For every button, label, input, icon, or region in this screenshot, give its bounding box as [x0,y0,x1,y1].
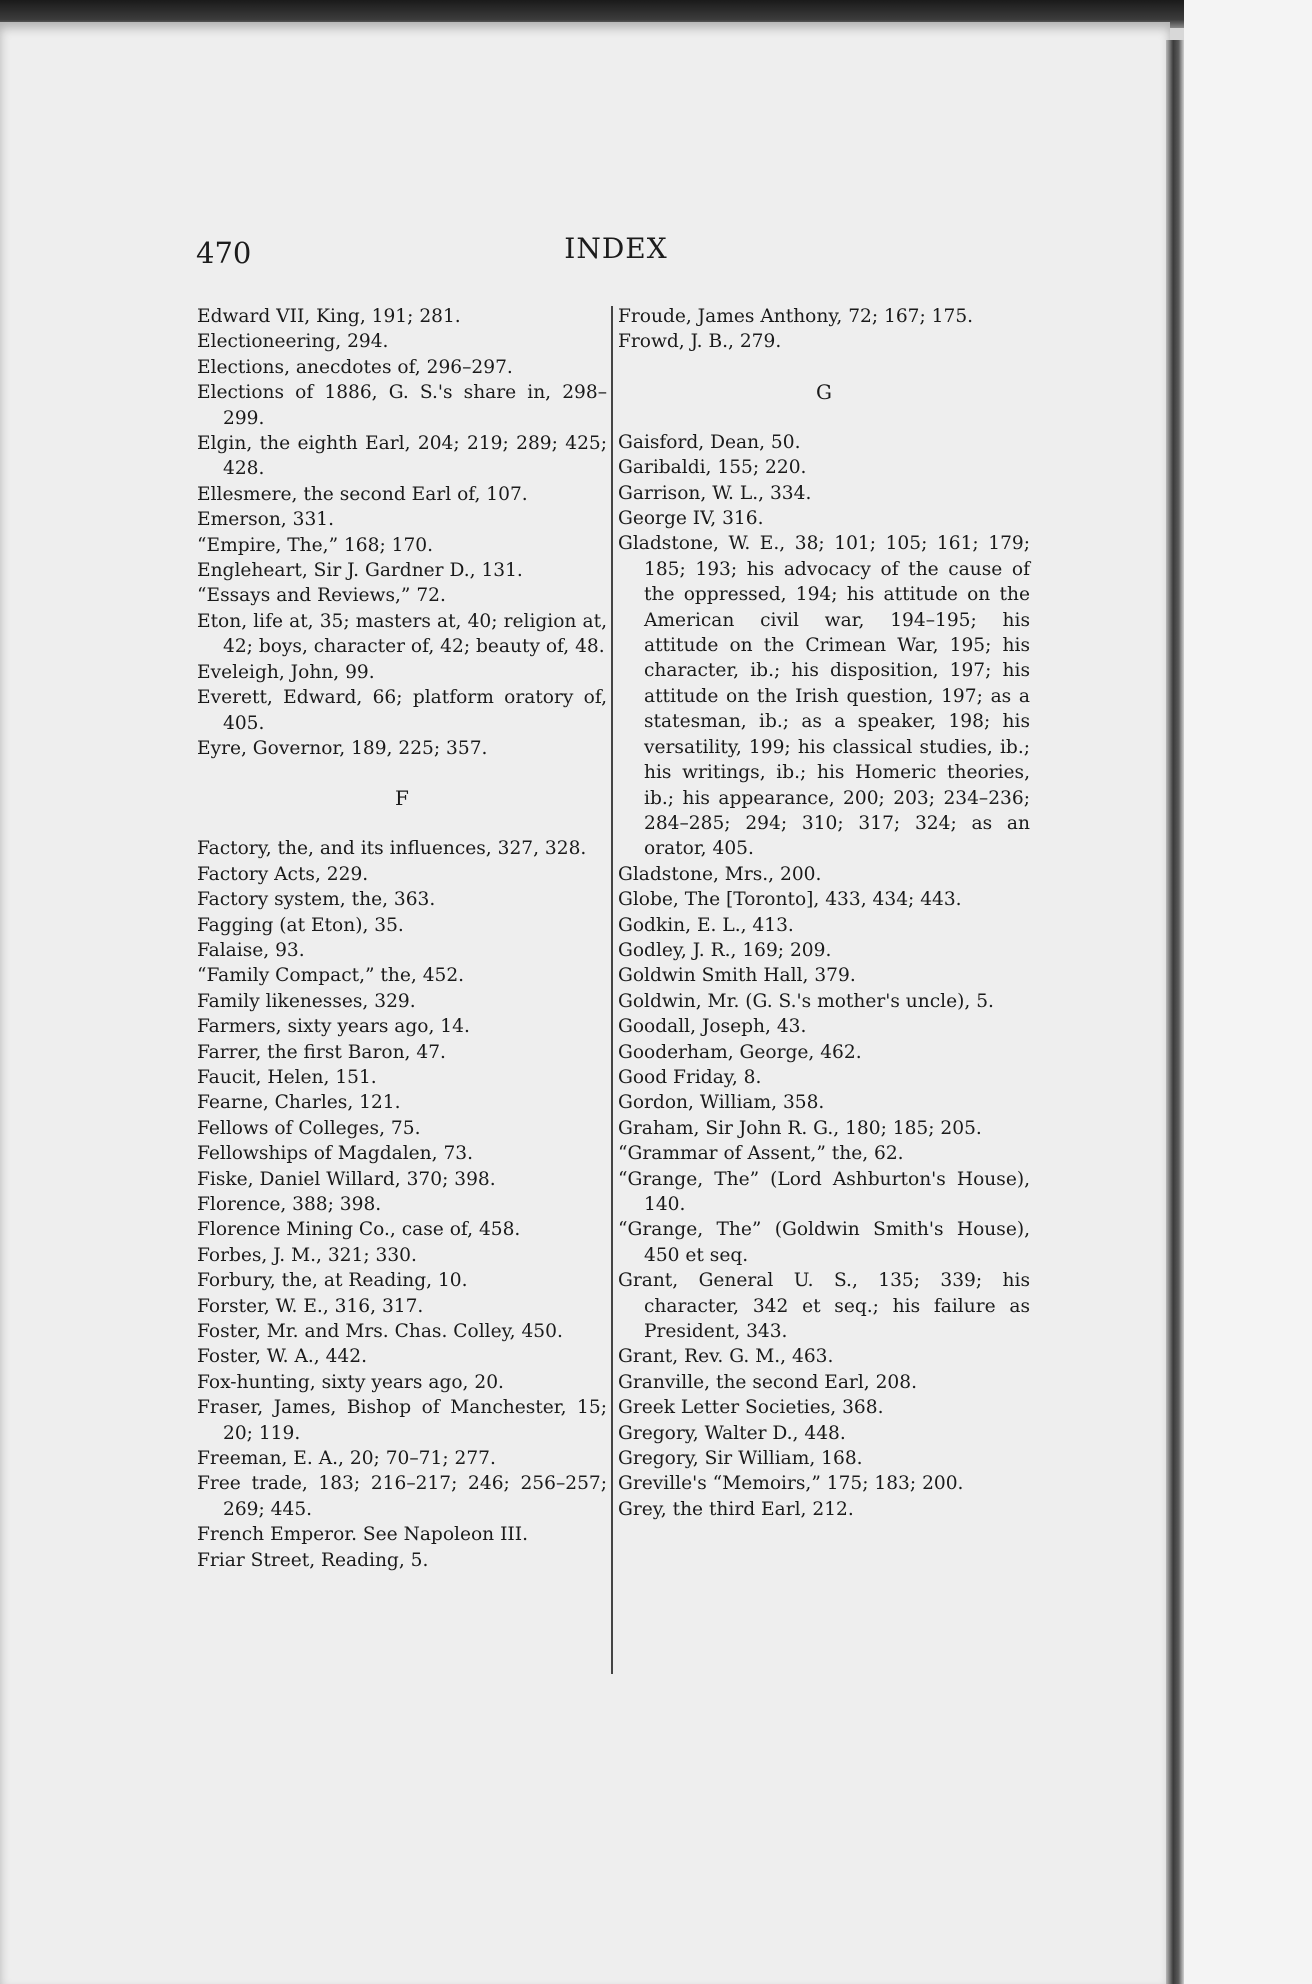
index-entry: Greek Letter Societies, 368. [618,1397,884,1419]
index-entry: Godkin, E. L., 413. [618,914,794,936]
index-entry: Gordon, William, 358. [618,1092,825,1114]
index-entry: Gladstone, Mrs., 200. [618,863,822,885]
facing-page-edge [1184,0,1312,1984]
index-entry: Fellowships of Magdalen, 73. [197,1143,474,1165]
index-entry: Florence, 388; 398. [197,1194,382,1215]
index-entry: Factory Acts, 229. [197,863,369,885]
section-letter: G [816,379,832,404]
index-entry: Grant, General U. S., 135; 339; his character, 342 et seq.; his failure as President, 343. [618,1270,1030,1343]
index-entry: Eyre, Governor, 189, 225; 357. [197,737,488,759]
index-entry: Fraser, James, Bishop of Manchester, 15; 20; 119. [197,1397,607,1444]
index-entry: Graham, Sir John R. G., 180; 185; 205. [618,1117,982,1139]
index-column-right [618,304,1030,1522]
index-entry: Florence Mining Co., case of, 458. [197,1219,521,1241]
index-entry: Forbes, J. M., 321; 330. [197,1244,417,1266]
index-entry: Free trade, 183; 216–217; 246; 256–257; 269; 445. [197,1473,607,1520]
index-entry: Family likenesses, 329. [197,990,416,1012]
index-entry: “Grammar of Assent,” the, 62. [618,1143,904,1165]
index-entry: Good Friday, 8. [618,1066,762,1088]
page-number: 470 [196,236,252,270]
index-entry: Everett, Edward, 66; platform oratory of, 405. [197,687,607,734]
index-entry: Farmers, sixty years ago, 14. [197,1016,470,1038]
index-entry: Engleheart, Sir J. Gardner D., 131. [197,560,523,582]
index-entry: Eton, life at, 35; masters at, 40; religion at, 42; boys, character of, 42; beauty of, 48. [197,610,607,658]
index-entry: “Grange, The” (Goldwin Smith's House), 450 et seq. [618,1219,1030,1266]
index-entry: Globe, The [Toronto], 433, 434; 443. [618,889,962,911]
index-entry: Goodall, Joseph, 43. [618,1016,807,1038]
index-entry: Fellows of Colleges, 75. [197,1117,421,1139]
index-entry: Garrison, W. L., 334. [618,482,812,504]
index-entry: Factory system, the, 363. [197,889,436,911]
index-entry: Frowd, J. B., 279. [618,331,782,353]
running-head: INDEX [564,232,668,265]
index-entry: Ellesmere, the second Earl of, 107. [197,483,528,505]
page-header [196,232,1036,276]
index-entry: Godley, J. R., 169; 209. [618,939,832,961]
index-entry: Emerson, 331. [197,509,335,531]
index-entry: “Grange, The” (Lord Ashburton's House), 140. [618,1168,1030,1215]
index-entry: Gladstone, W. E., 38; 101; 105; 161; 179; 185; 193; his advocacy of the cause of the oppressed, 194; his attitude on the American civil war, 194–195; his attitude on the Crimean War, 195; his character, ib.; his disposition, 197; his attitude on the Irish question, 197; as a statesman, ib.; as a speaker, 198; his versatility, 199; his classical studies, ib.; his writings, ib.; his Homeric theories, ib.; his appearance, 200; 203; 234–236; 284–285; 294; 310; 317; 324; as an orator, 405. [618,533,1030,860]
index-entry: “Essays and Reviews,” 72. [197,585,446,607]
index-entry: Gregory, Sir William, 168. [618,1448,863,1470]
index-entry: Granville, the second Earl, 208. [618,1371,917,1393]
section-letter: F [395,786,409,811]
index-entry: George IV, 316. [618,508,764,530]
index-entry: Foster, W. A., 442. [197,1346,368,1368]
column-divider [611,306,613,1674]
index-entry: Greville's “Memoirs,” 175; 183; 200. [618,1473,964,1495]
index-entry: Farrer, the first Baron, 47. [197,1041,446,1063]
index-entry: Factory, the, and its influences, 327, 328. [197,838,587,860]
index-entry: Foster, Mr. and Mrs. Chas. Colley, 450. [197,1321,563,1343]
index-entry: Electioneering, 294. [197,331,389,353]
index-entry: “Family Compact,” the, 452. [197,965,465,987]
index-entry: Grey, the third Earl, 212. [618,1498,854,1520]
index-entry: Eveleigh, John, 99. [197,661,375,683]
index-entry: Gregory, Walter D., 448. [618,1422,846,1444]
index-entry: Goldwin, Mr. (G. S.'s mother's uncle), 5. [618,990,994,1012]
index-entry: Gooderham, George, 462. [618,1041,862,1063]
index-entry: Froude, James Anthony, 72; 167; 175. [618,306,974,327]
index-entry: Elections of 1886, G. S.'s share in, 298–299. [197,382,607,429]
index-entry: Falaise, 93. [197,939,305,961]
index-column-left [197,304,607,1573]
index-entry: Fagging (at Eton), 35. [197,914,404,936]
index-entry: Goldwin Smith Hall, 379. [618,965,856,987]
index-entry: French Emperor. See Napoleon III. [197,1524,529,1546]
index-entry: Forbury, the, at Reading, 10. [197,1270,468,1292]
index-entry: Friar Street, Reading, 5. [197,1549,429,1571]
index-entry: Elgin, the eighth Earl, 204; 219; 289; 425; 428. [197,433,607,480]
index-entry: Forster, W. E., 316, 317. [197,1295,424,1317]
index-entry: Edward VII, King, 191; 281. [197,306,461,327]
index-entry: Gaisford, Dean, 50. [618,431,801,453]
index-entry: Faucit, Helen, 151. [197,1066,377,1088]
index-entry: “Empire, The,” 168; 170. [197,534,434,556]
index-entry: Fiske, Daniel Willard, 370; 398. [197,1168,496,1190]
index-entry: Fox-hunting, sixty years ago, 20. [197,1371,504,1393]
index-entry: Garibaldi, 155; 220. [618,457,807,479]
index-entry: Fearne, Charles, 121. [197,1092,401,1114]
index-entry: Elections, anecdotes of, 296–297. [197,356,513,378]
book-spine-shadow [1166,40,1184,1984]
index-entry: Grant, Rev. G. M., 463. [618,1346,834,1368]
index-entry: Freeman, E. A., 20; 70–71; 277. [197,1448,496,1470]
